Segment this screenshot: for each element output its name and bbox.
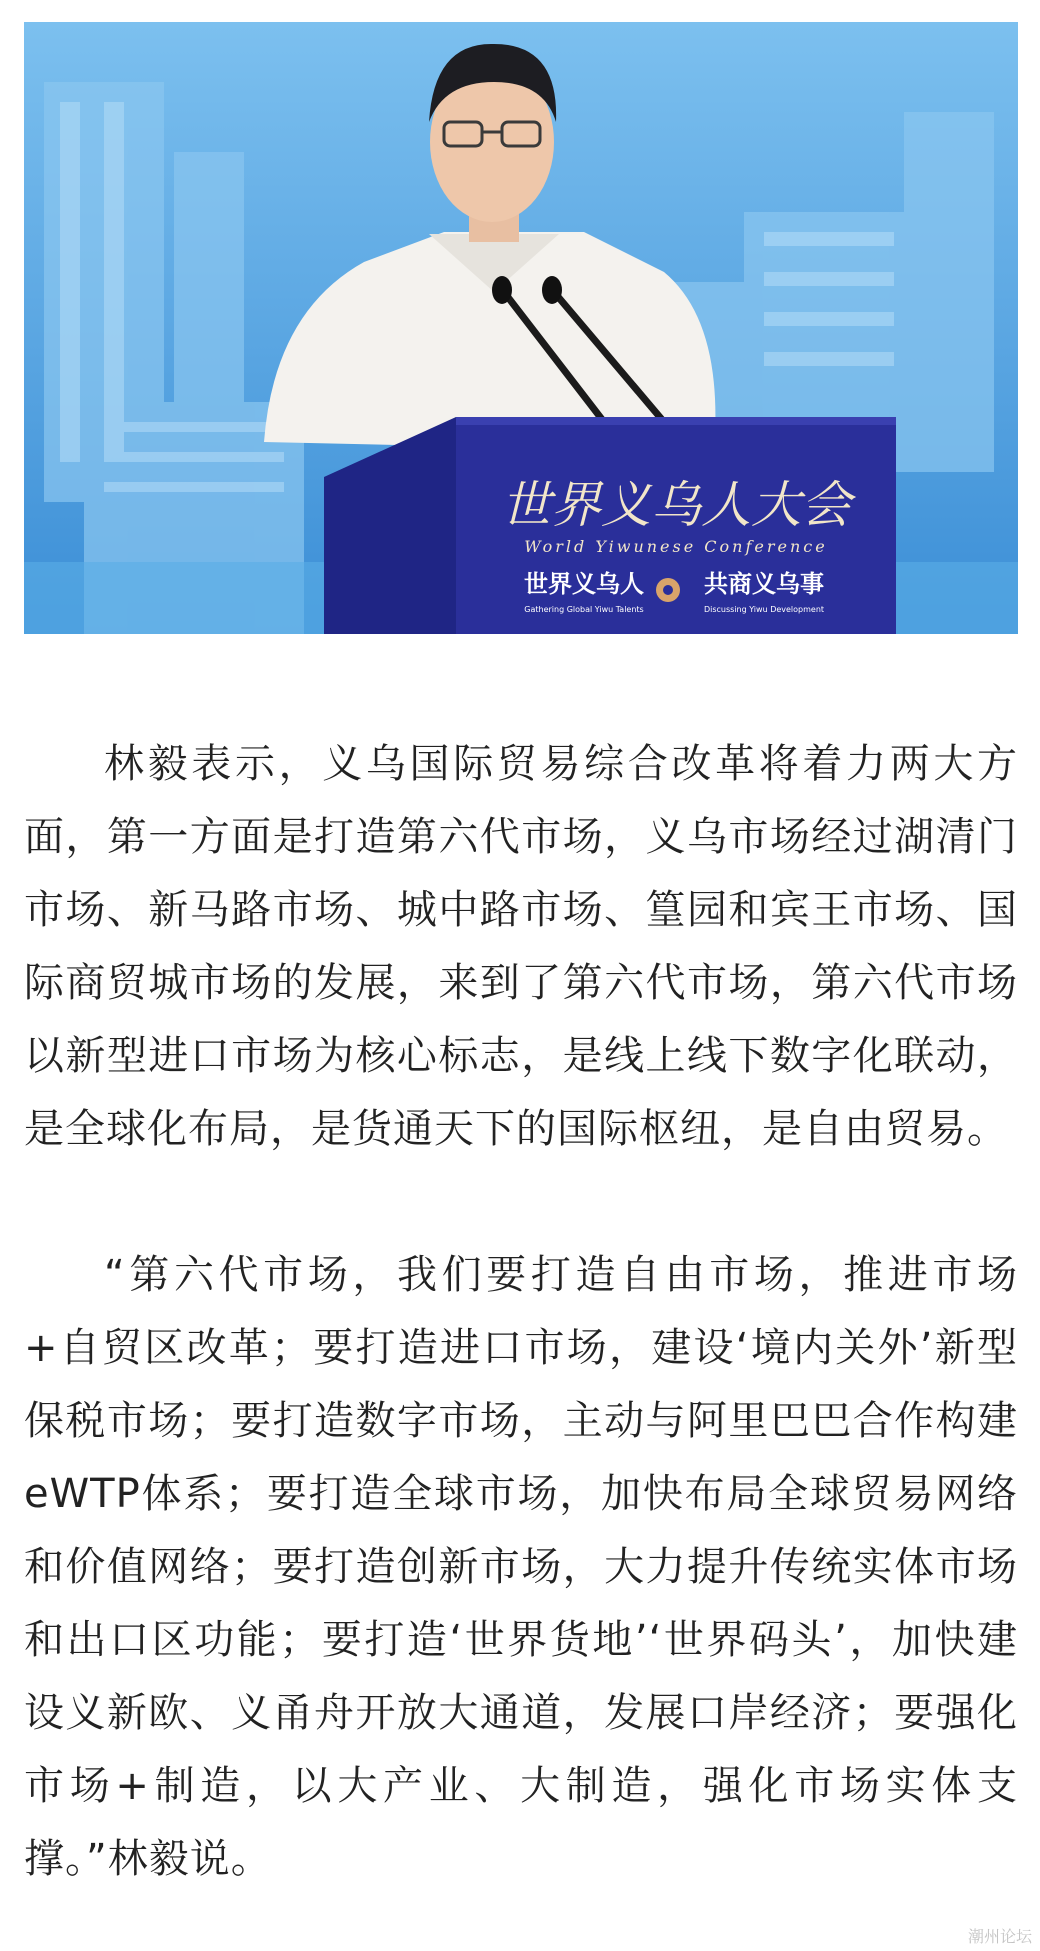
banner-slogan-left: 世界义乌人 — [524, 570, 644, 598]
banner-slogan-right: 共商义乌事 — [704, 570, 824, 598]
paragraph-spacer — [24, 1166, 1018, 1239]
banner-slogan-left-en: Gathering Global Yiwu Talents — [524, 605, 644, 614]
news-photo — [24, 22, 1018, 634]
article-paragraph-2: “第六代市场，我们要打造自由市场，推进市场+自贸区改革；要打造进口市场，建设‘境内关外’新型保税市场；要打造数字市场，主动与阿里巴巴合作构建eWTP体系；要打造全球市场，加快布局全球贸易网络和价值网络；要打造创新市场，大力提升传统实体市场和出口区功能；要打造‘世界货地’‘世界码头’，加快建设义新欧、义甬舟开放大通道，发展口岸经济；要强化市场+制造，以大产业、大制造，强化市场实体支撑。”林毅说。 — [24, 1252, 1018, 1882]
photo-illustration — [24, 22, 1018, 634]
banner-title: 世界义乌人大会 — [501, 476, 851, 534]
watermark: 潮州论坛 — [967, 1927, 1032, 1946]
banner-slogan-right-en: Discussing Yiwu Development — [703, 605, 825, 614]
article-body — [24, 728, 1018, 1896]
banner-subtitle: World Yiwunese Conference — [524, 537, 828, 556]
article-paragraph-1: 林毅表示，义乌国际贸易综合改革将着力两大方面，第一方面是打造第六代市场，义乌市场经过湖清门市场、新马路市场、城中路市场、篁园和宾王市场、国际商贸城市场的发展，来到了第六代市场，第六代市场以新型进口市场为核心标志，是线上线下数字化联动，是全球化布局，是货通天下的国际枢纽，是自由贸易。 — [24, 741, 1018, 1152]
